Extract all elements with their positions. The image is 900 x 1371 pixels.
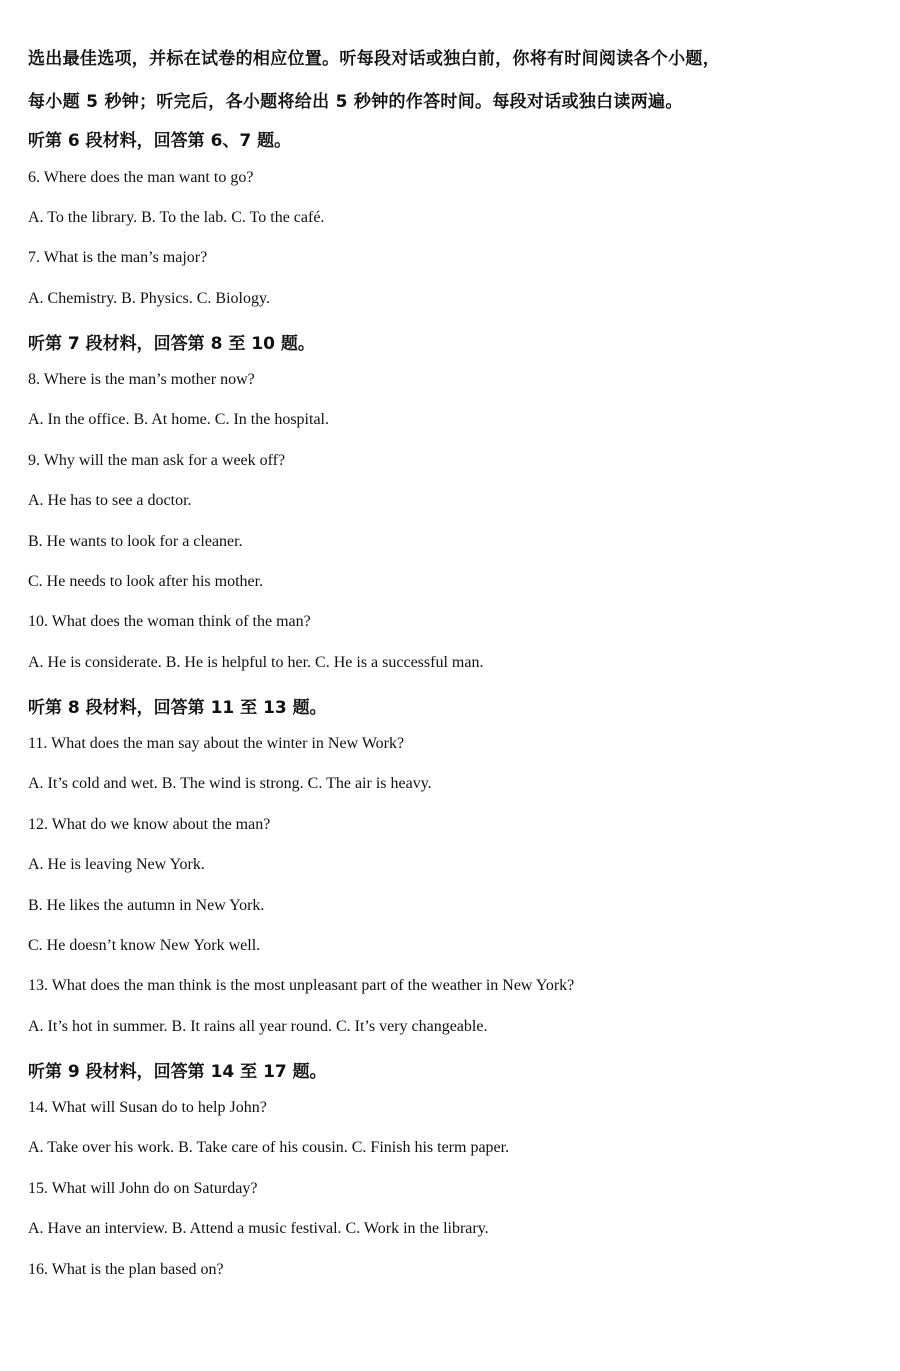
question-8: 8. Where is the man’s mother now? [28, 371, 255, 388]
question-9-option-b: B. He wants to look for a cleaner. [28, 533, 243, 550]
question-9-option-a: A. He has to see a doctor. [28, 492, 192, 509]
question-11-options: A. It’s cold and wet. B. The wind is strong. C. The air is heavy. [28, 775, 432, 792]
question-15-options: A. Have an interview. B. Attend a music festival. C. Work in the library. [28, 1220, 489, 1237]
question-14: 14. What will Susan do to help John? [28, 1099, 267, 1116]
question-12-option-b: B. He likes the autumn in New York. [28, 897, 265, 914]
question-16: 16. What is the plan based on? [28, 1261, 224, 1278]
question-8-options: A. In the office. B. At home. C. In the hospital. [28, 411, 329, 428]
question-11: 11. What does the man say about the winter in New Work? [28, 735, 405, 752]
question-6: 6. Where does the man want to go? [28, 169, 254, 186]
question-10: 10. What does the woman think of the man? [28, 613, 311, 630]
question-15: 15. What will John do on Saturday? [28, 1180, 258, 1197]
instructions-line-1: 选出最佳选项，并标在试卷的相应位置。听每段对话或独白前，你将有时间阅读各个小题， [28, 49, 720, 69]
section-heading-8: 听第 8 段材料，回答第 11 至 13 题。 [28, 698, 327, 718]
question-12: 12. What do we know about the man? [28, 816, 271, 833]
question-6-options: A. To the library. B. To the lab. C. To the café. [28, 209, 325, 226]
section-heading-7: 听第 7 段材料，回答第 8 至 10 题。 [28, 334, 315, 354]
question-14-options: A. Take over his work. B. Take care of his cousin. C. Finish his term paper. [28, 1139, 510, 1156]
section-heading-9: 听第 9 段材料，回答第 14 至 17 题。 [28, 1062, 327, 1082]
question-7-options: A. Chemistry. B. Physics. C. Biology. [28, 290, 270, 307]
question-7: 7. What is the man’s major? [28, 249, 208, 266]
question-12-option-c: C. He doesn’t know New York well. [28, 937, 261, 954]
question-13: 13. What does the man think is the most unpleasant part of the weather in New York? [28, 977, 575, 994]
instructions-line-2: 每小题 5 秒钟；听完后，各小题将给出 5 秒钟的作答时间。每段对话或独白读两遍。 [28, 92, 683, 112]
question-10-options: A. He is considerate. B. He is helpful to her. C. He is a successful man. [28, 654, 484, 671]
question-9: 9. Why will the man ask for a week off? [28, 452, 286, 469]
question-13-options: A. It’s hot in summer. B. It rains all year round. C. It’s very changeable. [28, 1018, 488, 1035]
question-9-option-c: C. He needs to look after his mother. [28, 573, 264, 590]
section-heading-6: 听第 6 段材料，回答第 6、7 题。 [28, 131, 292, 151]
question-12-option-a: A. He is leaving New York. [28, 856, 205, 873]
